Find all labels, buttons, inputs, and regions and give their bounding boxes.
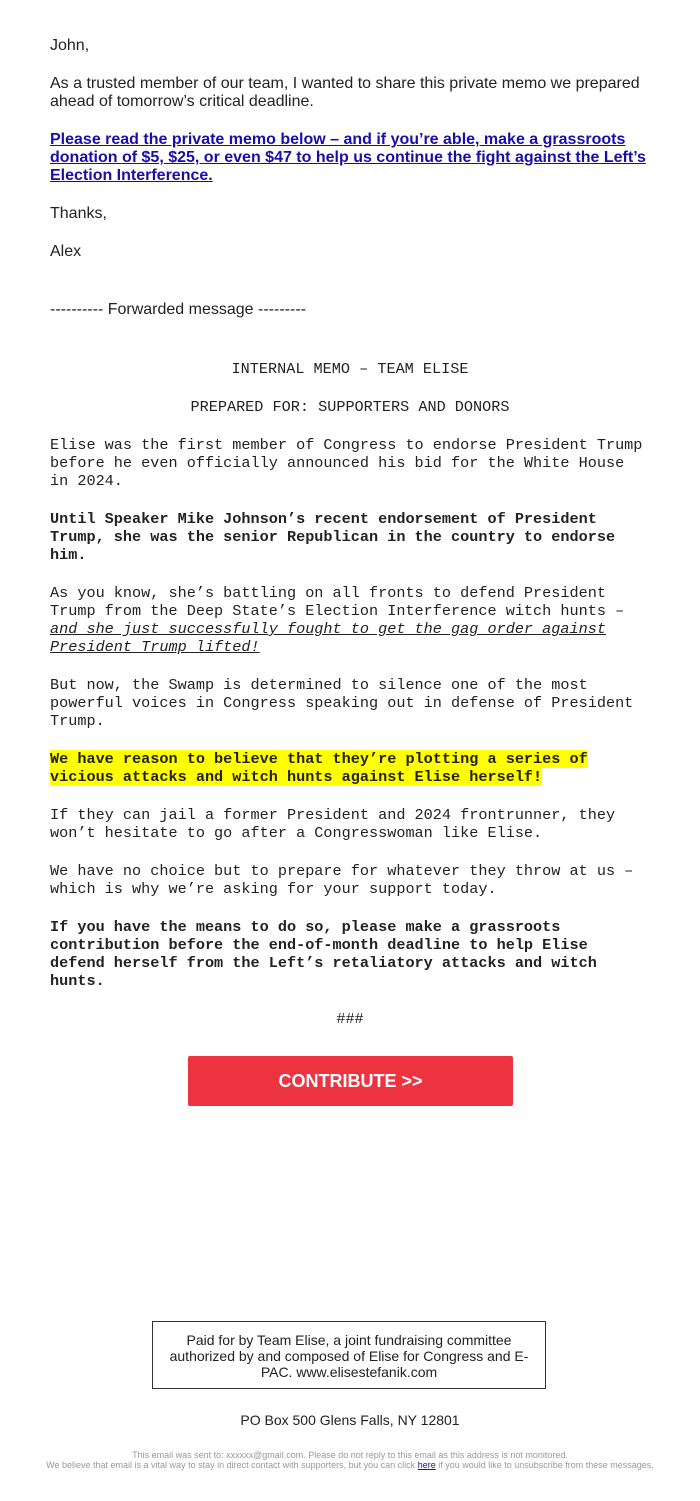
unsubscribe-lead: We believe that email is a vital way to stay in direct contact with supporters, but you can click [46, 1460, 418, 1470]
mailing-address: PO Box 500 Glens Falls, NY 12801 [240, 1412, 460, 1428]
memo-paragraph-6: If they can jail a former President and 2024 frontrunner, they won’t hesitate to go after a Congresswoman like Elise. [50, 806, 616, 842]
donate-link[interactable]: Please read the private memo below – and if you’re able, make a grassroots donation of $5, $25, or even $47 to help us continue the fight against the Left’s Election Interference. [50, 131, 646, 184]
memo-paragraph-3-lead: As you know, she’s battling on all fronts to defend President Trump from the Deep State’s Election Interference witch hunts – [50, 584, 625, 620]
memo-end-mark: ### [336, 1010, 364, 1028]
memo-paragraph-3 [50, 584, 650, 656]
forwarded-separator: ---------- Forwarded message --------- [50, 301, 306, 318]
highlighted-warning: We have reason to believe that they’re plotting a series of vicious attacks and witch hunts against Elise herself! [50, 750, 588, 786]
memo-subtitle: PREPARED FOR: SUPPORTERS AND DONORS [190, 398, 510, 416]
unsubscribe-link[interactable]: here [417, 1460, 436, 1470]
memo-paragraph-2: Until Speaker Mike Johnson’s recent endorsement of President Trump, she was the senior Republican in the country to endorse him. [50, 510, 616, 564]
unsubscribe-notice [40, 1460, 660, 1470]
memo-paragraph-7: We have no choice but to prepare for whatever they throw at us – which is why we’re asking for your support today. [50, 862, 634, 898]
memo-title: INTERNAL MEMO – TEAM ELISE [231, 360, 469, 378]
fine-print [40, 1450, 660, 1470]
memo-paragraph-3-emphasis: and she just successfully fought to get the gag order against President Trump lifted! [50, 620, 606, 656]
sent-to-notice: This email was sent to: xxxxxx@gmail.com. Please do not reply to this email as this address is not monitored. [132, 1450, 568, 1460]
thanks-text: Thanks, [50, 205, 107, 222]
memo-paragraph-1: Elise was the first member of Congress to endorse President Trump before he even officially announced his bid for the White House in 2024. [50, 436, 643, 490]
intro-paragraph: As a trusted member of our team, I wanted to share this private memo we prepared ahead of tomorrow’s critical deadline. [50, 75, 640, 110]
memo-paragraph-4: But now, the Swamp is determined to silence one of the most powerful voices in Congress speaking out in defense of President Trump. [50, 676, 634, 730]
memo-paragraph-5 [50, 750, 650, 786]
signature: Alex [50, 243, 82, 260]
greeting: John, [50, 37, 90, 54]
unsubscribe-tail: if you would like to unsubscribe from these messages. [435, 1460, 654, 1470]
contribute-button[interactable]: CONTRIBUTE >> [188, 1056, 513, 1106]
paid-for-disclaimer: Paid for by Team Elise, a joint fundraising committee authorized by and composed of Elise for Congress and E-PAC. www.elisestefanik.com [152, 1321, 546, 1389]
memo-link-paragraph [50, 131, 650, 185]
memo-paragraph-8: If you have the means to do so, please make a grassroots contribution before the end-of-month deadline to help Elise defend herself from the Left’s retaliatory attacks and witch hunts. [50, 918, 597, 990]
